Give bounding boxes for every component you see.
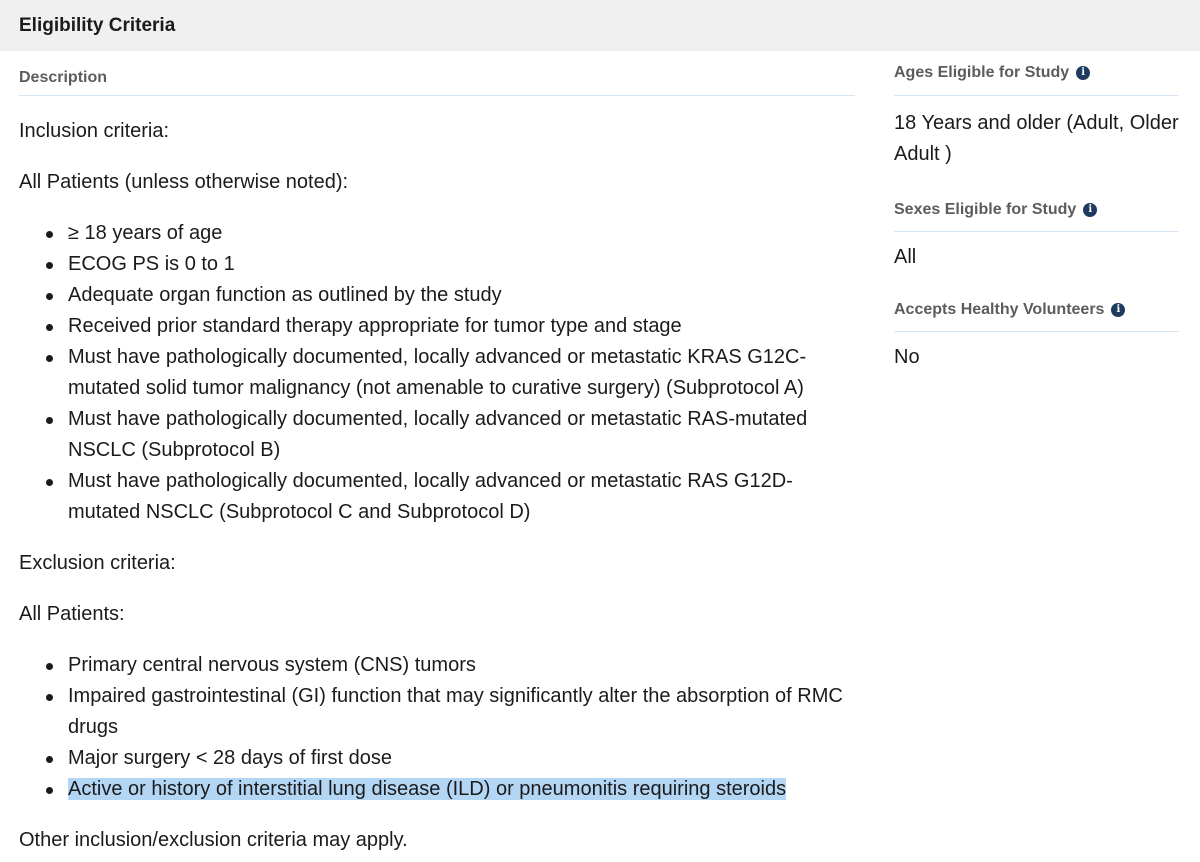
bullet-icon (46, 479, 53, 486)
list-item (19, 774, 855, 805)
inclusion-list (19, 218, 855, 528)
info-icon[interactable]: i (1083, 203, 1097, 217)
sexes-value: All (894, 246, 917, 268)
exclusion-list (19, 650, 855, 805)
inclusion-intro: All Patients (unless otherwise noted): (19, 171, 349, 193)
bullet-icon (46, 355, 53, 362)
bullet-icon (46, 324, 53, 331)
info-icon[interactable]: i (1076, 66, 1090, 80)
sexes-label: Sexes Eligible for Study i (894, 188, 1179, 232)
bullet-icon (46, 231, 53, 238)
list-item: ECOG PS is 0 to 1 (19, 249, 855, 280)
bullet-icon (46, 756, 53, 763)
bullet-icon (46, 694, 53, 701)
exclusion-title: Exclusion criteria: (19, 552, 176, 574)
list-item: Major surgery < 28 days of first dose (19, 743, 855, 774)
healthy-volunteers-label: Accepts Healthy Volunteers i (894, 289, 1179, 332)
bullet-icon (46, 417, 53, 424)
section-header (0, 0, 1200, 51)
description-heading: Description (19, 51, 855, 96)
healthy-volunteers-value: No (894, 346, 920, 368)
list-item: Must have pathologically documented, locally advanced or metastatic RAS-mutated NSCLC (Subprotocol B) (19, 404, 855, 466)
list-item: Impaired gastrointestinal (GI) function that may significantly alter the absorption of RMC drugs (19, 681, 855, 743)
section-title: Eligibility Criteria (19, 14, 176, 36)
eligibility-sidebar (894, 51, 1179, 373)
bullet-icon (46, 262, 53, 269)
list-item: Primary central nervous system (CNS) tumors (19, 650, 855, 681)
list-item: Must have pathologically documented, locally advanced or metastatic KRAS G12C-mutated solid tumor malignancy (not amenable to curative surgery) (Subprotocol A) (19, 342, 855, 404)
info-icon[interactable]: i (1111, 303, 1125, 317)
list-item: Adequate organ function as outlined by the study (19, 280, 855, 311)
description-column (19, 51, 855, 856)
inclusion-title: Inclusion criteria: (19, 120, 170, 142)
selected-text: Active or history of interstitial lung disease (ILD) or pneumonitis requiring steroids (68, 778, 787, 800)
bullet-icon (46, 787, 53, 794)
list-item: Must have pathologically documented, locally advanced or metastatic RAS G12D-mutated NSCLC (Subprotocol C and Subprotocol D) (19, 466, 855, 528)
list-item: Received prior standard therapy appropriate for tumor type and stage (19, 311, 855, 342)
exclusion-intro: All Patients: (19, 603, 125, 625)
ages-label: Ages Eligible for Study i (894, 51, 1179, 96)
footer-note: Other inclusion/exclusion criteria may apply. (19, 829, 408, 851)
ages-value: 18 Years and older (Adult, Older Adult ) (894, 112, 1179, 165)
bullet-icon (46, 663, 53, 670)
bullet-icon (46, 293, 53, 300)
list-item: ≥ 18 years of age (19, 218, 855, 249)
